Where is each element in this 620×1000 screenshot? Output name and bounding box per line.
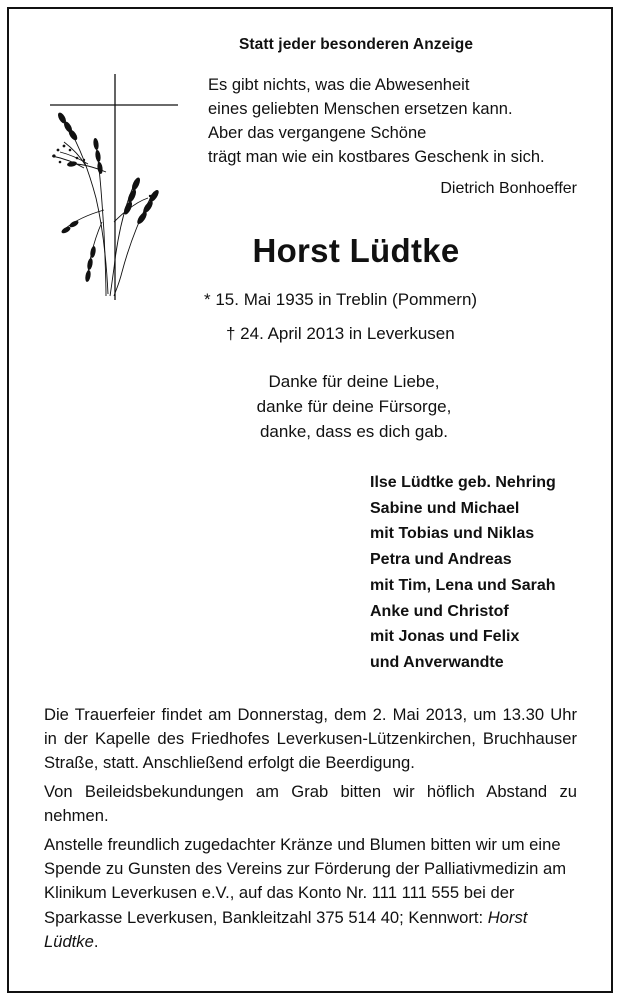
thanks-line: danke, dass es dich gab.	[259, 422, 449, 441]
thanks-verse	[0, 369, 620, 444]
funeral-paragraph: Die Trauerfeier findet am Donnerstag, dem 2. Mai 2013, um 13.30 Uhr in der Kapelle des Friedhofes Leverkusen-Lützenkirchen, Bruchhauser Straße, statt. Anschließend erfolgt die Beerdigung.	[44, 705, 577, 773]
headline: Statt jeder besonderen Anzeige	[238, 36, 474, 53]
mourner-line: mit Tim, Lena und Sarah	[370, 576, 556, 594]
condolences-paragraph: Von Beileidsbekundungen am Grab bitten wir höflich Abstand zu nehmen.	[44, 782, 577, 826]
thanks-line: danke für deine Fürsorge,	[256, 397, 452, 416]
deceased-name: Horst Lüdtke	[252, 232, 460, 269]
donation-end: .	[93, 931, 99, 951]
quote-line: trägt man wie ein kostbares Geschenk in sich.	[208, 148, 545, 166]
quote-line: Es gibt nichts, was die Abwesenheit	[208, 76, 470, 94]
mourners-list	[370, 470, 556, 676]
donation-keyword: Horst Lüdtke	[44, 907, 528, 951]
mourner-line: Anke und Christof	[370, 602, 509, 620]
quote-author: Dietrich Bonhoeffer	[440, 180, 577, 197]
bonhoeffer-quote	[208, 73, 545, 169]
donation-paragraph	[44, 833, 577, 954]
quote-line: Aber das vergangene Schöne	[208, 124, 427, 142]
mourner-line: Ilse Lüdtke geb. Nehring	[370, 474, 556, 491]
mourner-line: und Anverwandte	[370, 653, 504, 671]
mourner-line: mit Tobias und Niklas	[370, 525, 535, 543]
mourner-line: Petra und Andreas	[370, 551, 512, 569]
donation-text: Anstelle freundlich zugedachter Kränze und Blumen bitten wir um eine Spende zu Gunsten des Vereins zur Förderung der Palliativmedizin am Klinikum Leverkusen e.V., auf das Konto Nr. 111 111 555 bei der Sparkasse Leverkusen, Bankleitzahl 375 514 40; Kennwort:	[44, 835, 567, 927]
mourner-line: Sabine und Michael	[370, 499, 520, 517]
death-date: † 24. April 2013 in Leverkusen	[226, 324, 455, 343]
mourner-line: mit Jonas und Felix	[370, 628, 520, 646]
birth-date: * 15. Mai 1935 in Treblin (Pommern)	[204, 290, 478, 309]
quote-line: eines geliebten Menschen ersetzen kann.	[208, 100, 513, 118]
notice-body	[44, 703, 577, 959]
thanks-line: Danke für deine Liebe,	[268, 372, 440, 391]
